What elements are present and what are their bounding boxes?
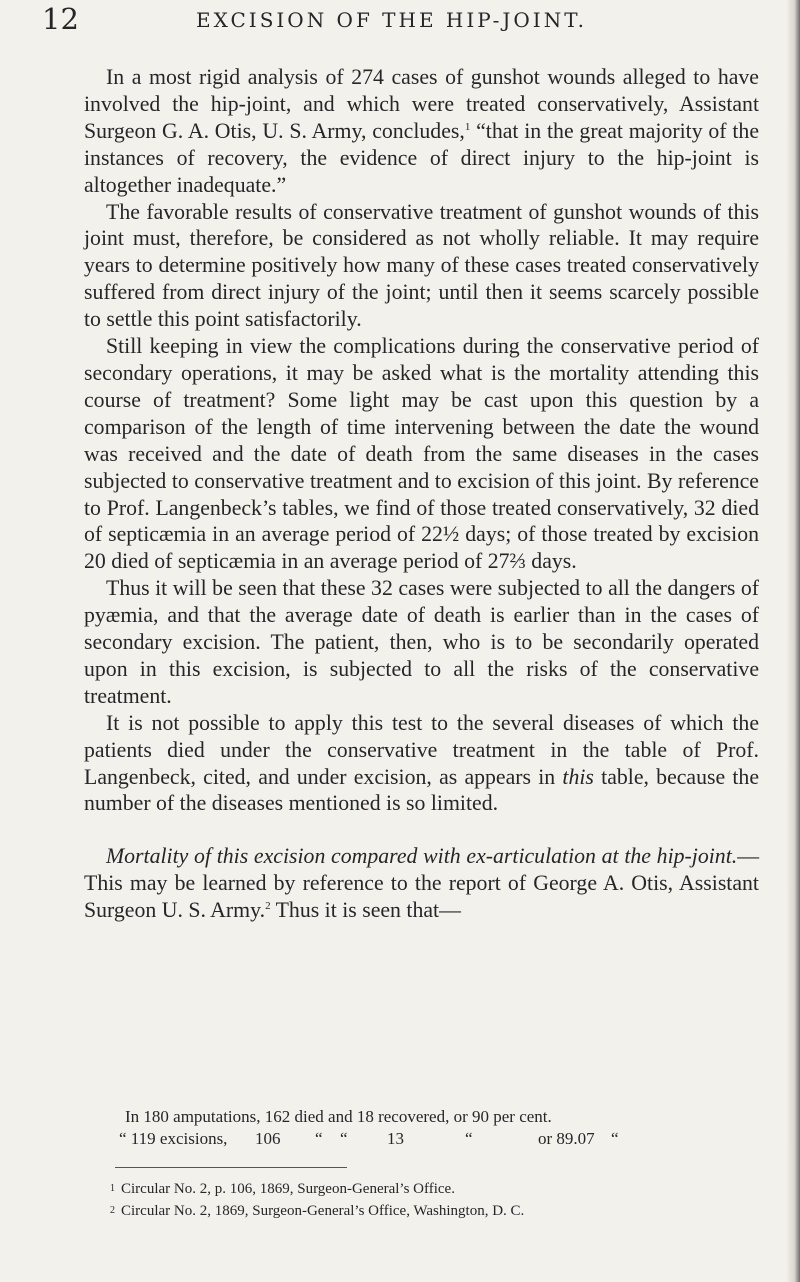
mortality-statistics (119, 1106, 745, 1150)
section-subheading: Mortality of this excision compared with ex-articulation at the hip-joint. (106, 844, 738, 869)
stats-cell: “ (611, 1129, 619, 1148)
paragraph-text: “that in the great majority of the instances of recovery, the evidence of direct injury to the hip-joint is altogether inadequate.” (84, 118, 759, 197)
page-header (42, 2, 762, 36)
footnote-text: Circular No. 2, p. 106, 1869, Surgeon-General’s Office. (121, 1181, 455, 1197)
stats-row-amputations (125, 1106, 745, 1128)
stats-cell: 106 (255, 1129, 281, 1148)
stats-row-excisions (119, 1128, 745, 1150)
emphasized-word: this (562, 764, 594, 789)
paragraph: Still keeping in view the complications during the conservative period of secondary operations, it may be asked what is the mortality attending this course of treatment? Some light may be cast upon this question by a comparison of the length of time intervening between the date the wound was received and the date of death from the same diseases in the cases subjected to conservative treatment and to excision of this joint. By reference to Prof. Langenbeck’s tables, we find of those treated conservatively, 32 died of septicæmia in an average period of 22½ days; of those treated by excision 20 died of septicæmia in an average period of 27⅔ days. (84, 334, 759, 574)
stats-cell: 13 (387, 1129, 404, 1148)
footnotes (110, 1178, 750, 1222)
footnote-reference: 2 (265, 900, 271, 913)
paragraph-text: It is not possible to apply this test to the several diseases of which the patients died under the conservative treatment in the table of Prof. Langenbeck, cited, and under excision, as appears in (84, 710, 759, 789)
footnote-reference: 1 (464, 120, 471, 133)
paragraph (84, 64, 759, 199)
footnote-text: Circular No. 2, 1869, Surgeon-General’s Office, Washington, D. C. (121, 1203, 525, 1219)
page-number: 12 (42, 2, 79, 36)
body-text (84, 64, 759, 924)
paragraph-text: table, because the number of the diseases mentioned is so limited. (84, 764, 760, 816)
running-head: EXCISION OF THE HIP-JOINT. (196, 8, 587, 32)
stats-cell: “ (315, 1129, 323, 1148)
paragraph (84, 843, 759, 924)
footnote (110, 1178, 750, 1200)
paragraph-text: Thus it is seen that— (270, 898, 461, 923)
paragraph (84, 710, 759, 818)
footnote-marker: 1 (110, 1183, 115, 1194)
footnote-marker: 2 (110, 1205, 115, 1216)
footnote (110, 1200, 750, 1222)
stats-cell: “ (340, 1129, 348, 1148)
stats-text: In 180 amputations, 162 died and 18 recovered, or 90 per cent. (125, 1107, 552, 1126)
page-edge-shadow (786, 0, 800, 1282)
paragraph-text: —This may be learned by reference to the report of George A. Otis, Assistant Surgeon U. S. Army. (84, 844, 759, 923)
paragraph: Thus it will be seen that these 32 cases were subjected to all the dangers of pyæmia, and that the average date of death is earlier than in the cases of secondary excision. The patient, then, who is to be secondarily operated upon in this excision, is subjected to all the risks of the conservative treatment. (84, 576, 759, 708)
stats-cell: “ 119 excisions, (119, 1129, 228, 1148)
paragraph-text: In a most rigid analysis of 274 cases of gunshot wounds alleged to have involved the hip-joint, and which were treated conservatively, Assistant Surgeon G. A. Otis, U. S. Army, concludes, (84, 65, 759, 143)
paragraph: The favorable results of conservative treatment of gunshot wounds of this joint must, therefore, be considered as not wholly reliable. It may require years to determine positively how many of these cases treated conservatively suffered from direct injury of the joint; until then it seems scarcely possible to settle this point satisfactorily. (84, 199, 759, 332)
stats-cell: or 89.07 (538, 1129, 595, 1148)
footnote-divider (115, 1167, 347, 1168)
stats-cell: “ (465, 1129, 473, 1148)
